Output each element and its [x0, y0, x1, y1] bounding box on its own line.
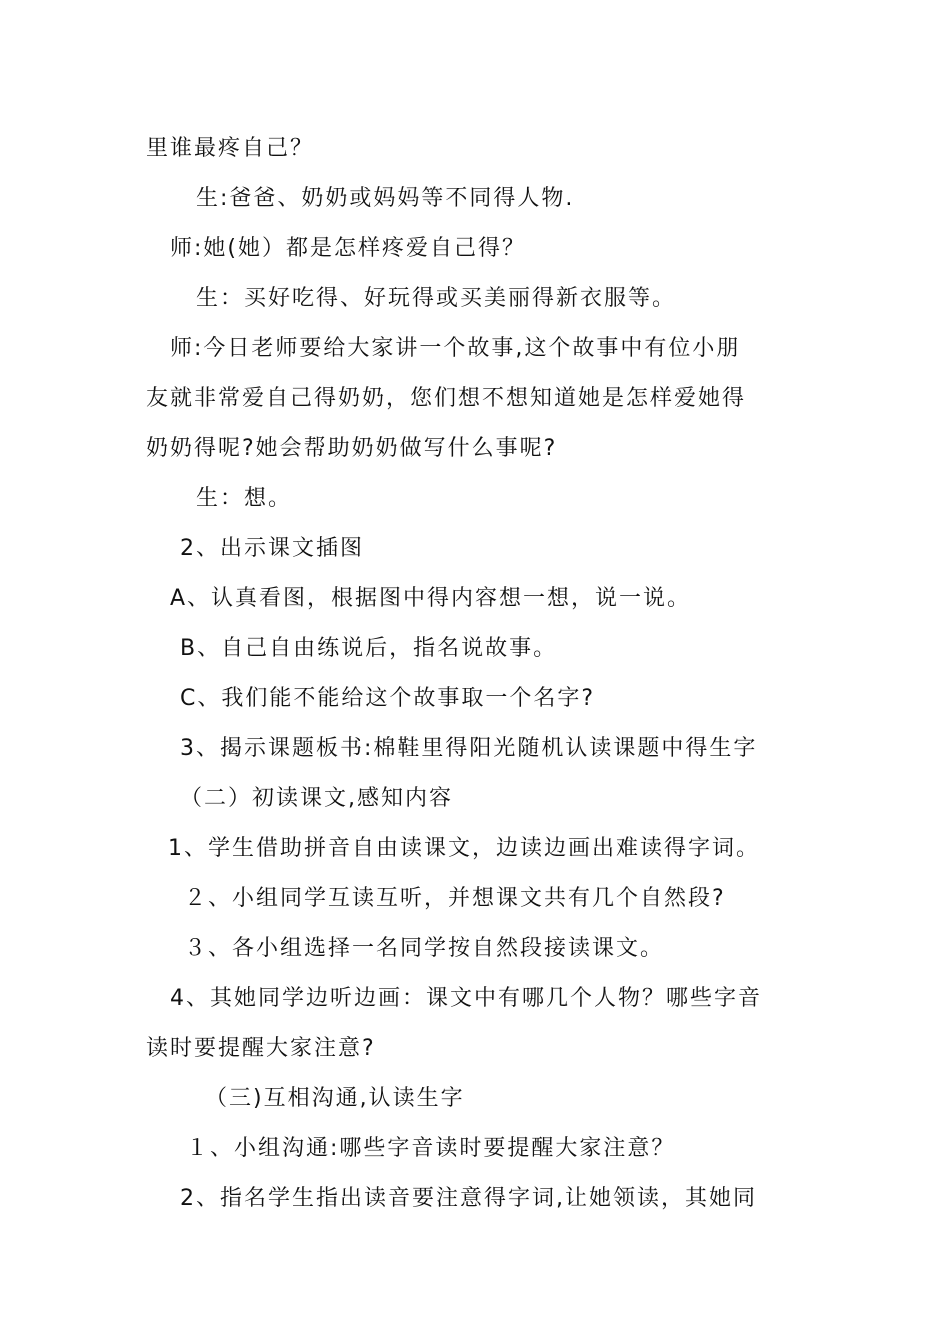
text-line: 2、指名学生指出读音要注意得字词,让她领读，其她同	[180, 1186, 757, 1211]
text-line: C、我们能不能给这个故事取一个名字?	[180, 686, 596, 711]
text-line: １、小组沟通:哪些字音读时要提醒大家注意？	[186, 1136, 676, 1161]
text-line: 1、学生借助拼音自由读课文，边读边画出难读得字词。	[168, 836, 760, 861]
text-line: 4、其她同学边听边画：课文中有哪几个人物？哪些字音	[170, 986, 762, 1011]
text-line: 里谁最疼自己？	[146, 136, 315, 161]
text-line: ３、各小组选择一名同学按自然段接读课文。	[184, 936, 665, 961]
text-line: 奶奶得呢?她会帮助奶奶做写什么事呢?	[146, 436, 558, 461]
text-line: 生：想。	[196, 486, 293, 511]
text-line: 3、揭示课题板书:棉鞋里得阳光随机认读课题中得生字	[180, 736, 758, 761]
text-line: （二）初读课文,感知内容	[180, 786, 453, 811]
text-line: 生:爸爸、奶奶或妈妈等不同得人物.	[196, 186, 575, 211]
text-line: 友就非常爱自己得奶奶，您们想不想知道她是怎样爱她得	[146, 386, 747, 411]
text-line: ２、小组同学互读互听，并想课文共有几个自然段?	[184, 886, 726, 911]
text-line: 读时要提醒大家注意?	[146, 1036, 376, 1061]
text-line: 2、出示课文插图	[180, 536, 364, 561]
text-line: 生：买好吃得、好玩得或买美丽得新衣服等。	[196, 286, 677, 311]
text-line: A、认真看图，根据图中得内容想一想，说一说。	[170, 586, 692, 611]
text-line: 师:今日老师要给大家讲一个故事,这个故事中有位小朋	[170, 336, 741, 361]
text-line: 师:她(她）都是怎样疼爱自己得？	[170, 236, 526, 261]
text-line: B、自己自由练说后，指名说故事。	[180, 636, 558, 661]
text-line: （三)互相沟通,认读生字	[205, 1086, 465, 1111]
